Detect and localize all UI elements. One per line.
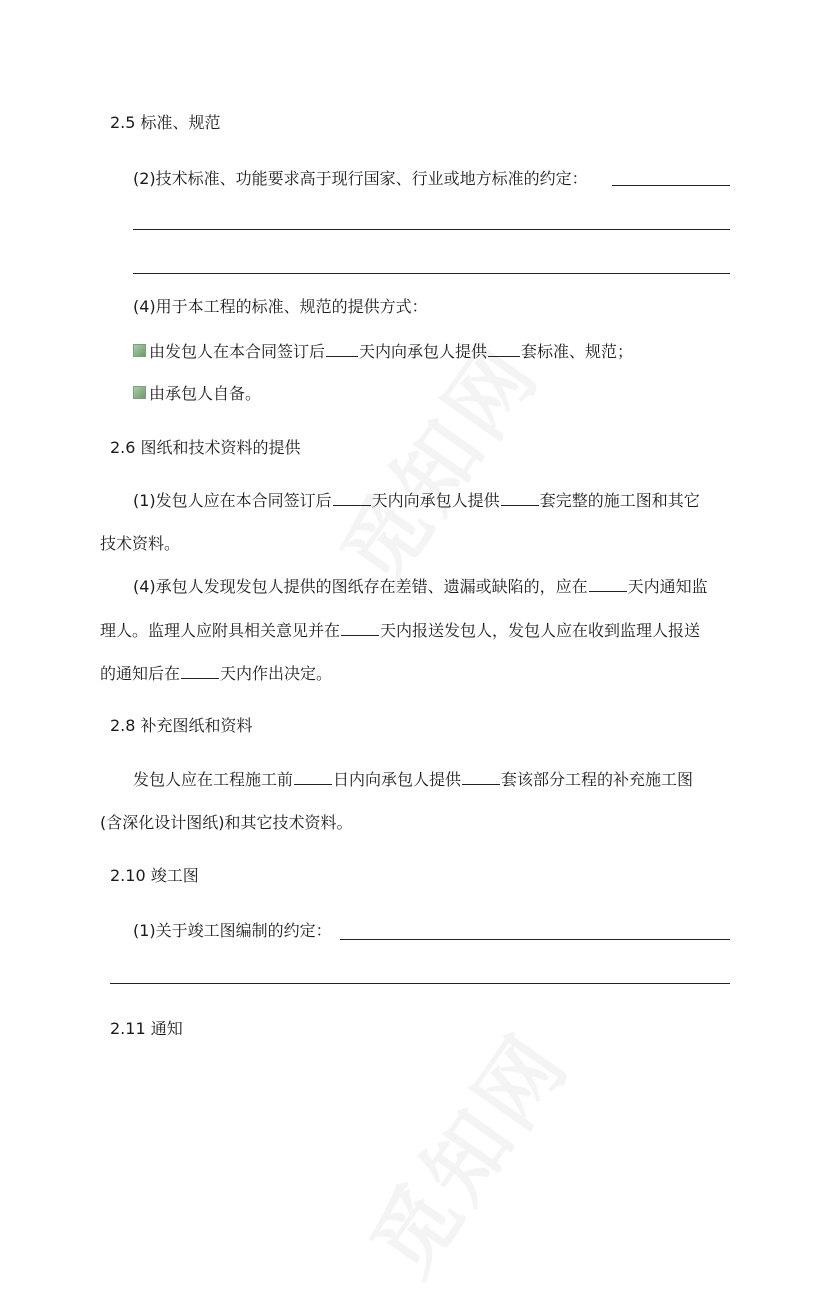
s25-item2 <box>133 168 588 190</box>
s26-p4-line2 <box>100 619 700 642</box>
s210-p1: (1)关于竣工图编制的约定： <box>133 921 332 940</box>
section-2-5-heading: 2.5 标准、规范 <box>110 113 221 132</box>
section-2-8-heading: 2.8 补充图纸和资料 <box>110 716 253 735</box>
s25-option-1 <box>133 340 633 363</box>
s26-p4-text-a: (4)承包人发现发包人提供的图纸存在差错、遗漏或缺陷的，应在 <box>133 577 588 596</box>
s25-opt2-text: 由承包人自备。 <box>149 384 262 403</box>
section-2-10-heading: 2.10 竣工图 <box>110 866 199 885</box>
s25-item4: (4)用于本工程的标准、规范的提供方式： <box>133 297 428 316</box>
s26-p4-line3 <box>100 662 332 685</box>
s28-text-a: 发包人应在工程施工前 <box>133 770 294 789</box>
days-blank[interactable] <box>589 575 627 592</box>
s26-p4-text-b: 天内通知监 <box>627 577 708 596</box>
sets-blank[interactable] <box>462 768 500 785</box>
s25-option-2 <box>133 383 261 405</box>
s28-text-b: 日内向承包人提供 <box>333 770 462 789</box>
s25-opt1-text-c: 套标准、规范； <box>521 342 634 361</box>
s26-p4-text-c: 理人。监理人应附具相关意见并在 <box>100 621 341 640</box>
days-blank[interactable] <box>181 662 219 679</box>
s25-item2-blank[interactable] <box>612 185 730 186</box>
watermark <box>338 1005 592 1296</box>
section-2-6-heading: 2.6 图纸和技术资料的提供 <box>110 438 301 457</box>
checkbox-icon[interactable] <box>133 344 146 357</box>
s26-p1-line1 <box>133 489 700 512</box>
s28-p-line2: (含深化设计图纸)和其它技术资料。 <box>100 813 353 832</box>
s28-text-c: 套该部分工程的补充施工图 <box>501 770 694 789</box>
days-blank[interactable] <box>326 340 358 357</box>
sets-blank[interactable] <box>488 340 520 357</box>
days-blank[interactable] <box>333 489 371 506</box>
s26-p1-text-c: 套完整的施工图和其它 <box>539 491 700 510</box>
s26-p4-line1 <box>133 575 708 598</box>
s210-p1-blank[interactable] <box>340 939 730 940</box>
checkbox-icon[interactable] <box>133 386 146 399</box>
sets-blank[interactable] <box>501 489 539 506</box>
s26-p4-text-d: 天内报送发包人，发包人应在收到监理人报送 <box>380 621 701 640</box>
s25-opt1-text-b: 天内向承包人提供 <box>359 342 488 361</box>
s26-p1-text-a: (1)发包人应在本合同签订后 <box>133 491 332 510</box>
section-2-11-heading: 2.11 通知 <box>110 1019 183 1038</box>
s26-p1-text-b: 天内向承包人提供 <box>371 491 500 510</box>
s25-item2-fill-line-2[interactable] <box>133 273 730 274</box>
s25-item2-text: (2)技术标准、功能要求高于现行国家、行业或地方标准的约定： <box>133 169 588 188</box>
days-blank[interactable] <box>341 619 379 636</box>
s26-p1-line2: 技术资料。 <box>100 534 181 553</box>
s26-p4-text-e: 的通知后在 <box>100 664 181 683</box>
s26-p4-text-f: 天内作出决定。 <box>220 664 333 683</box>
s28-p-line1 <box>133 768 693 791</box>
s210-p1-fill-line[interactable] <box>110 983 730 984</box>
s25-item2-fill-line-1[interactable] <box>133 229 730 230</box>
s25-opt1-text-a: 由发包人在本合同签订后 <box>149 342 326 361</box>
days-blank[interactable] <box>294 768 332 785</box>
